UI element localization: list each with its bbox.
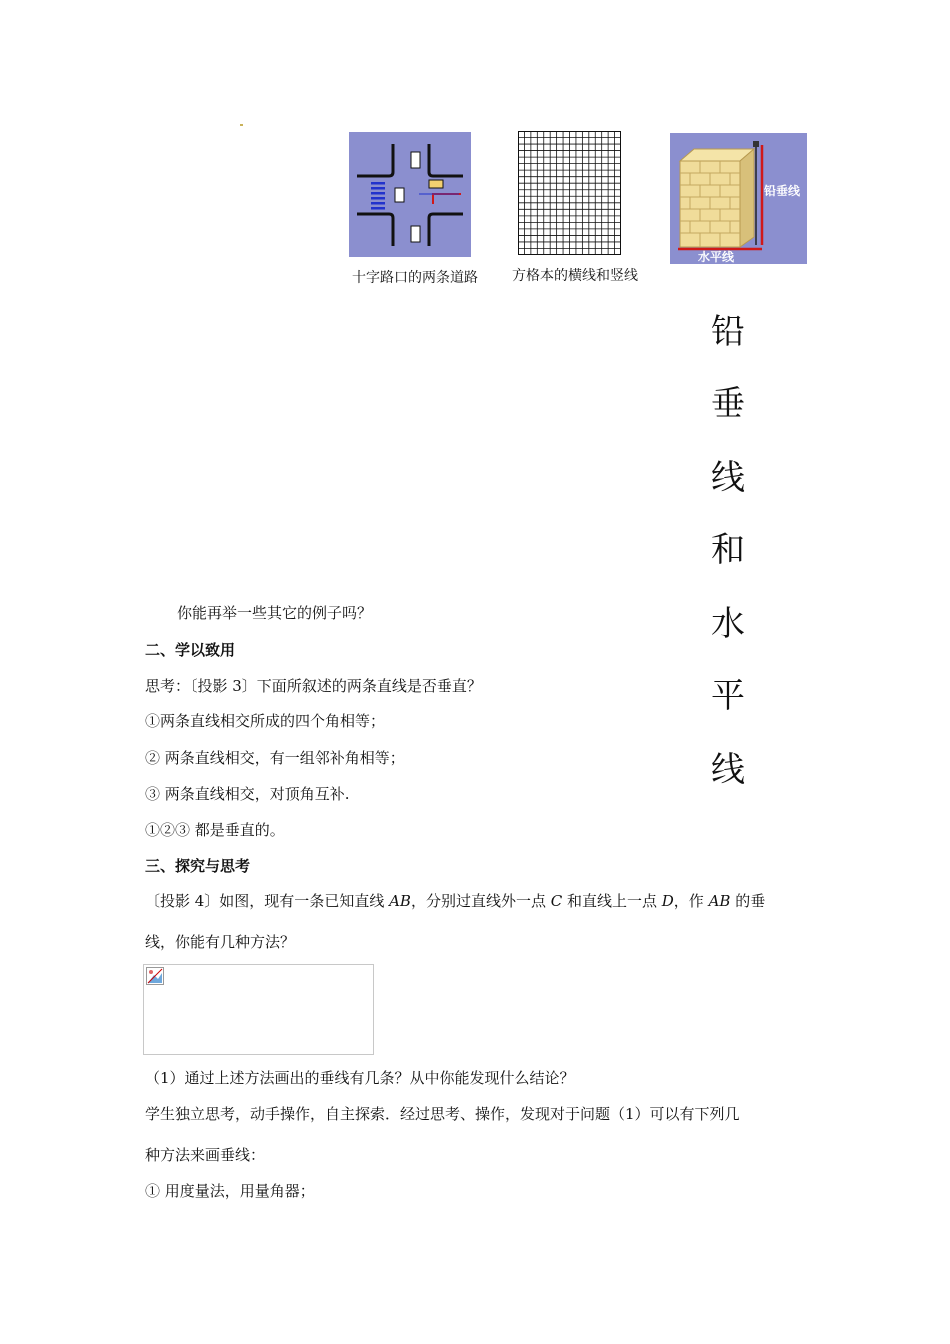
answer: ①②③ 都是垂直的。: [145, 821, 285, 839]
ask-examples: 你能再举一些其它的例子吗？: [177, 604, 373, 622]
think-prompt: 思考：〔投影 3〕下面所叙述的两条直线是否垂直？: [145, 677, 482, 695]
vertical-title-char-1: 铅: [711, 312, 745, 352]
var-ab: AB: [389, 892, 411, 910]
section3-title: 三、探究与思考: [145, 857, 251, 875]
crossroad-image: [349, 132, 471, 257]
var-d: D: [661, 892, 674, 910]
vertical-title-char-4: 和: [711, 530, 745, 570]
section2-title: 二、学以致用: [145, 641, 236, 659]
projection4-line1: [145, 891, 765, 911]
broken-image-icon: [146, 967, 164, 985]
item-1: ①两条直线相交所成的四个角相等；: [145, 712, 386, 730]
vertical-title-char-3: 线: [711, 458, 745, 498]
projection4-text-e: 的垂: [730, 892, 766, 910]
vertical-title-char-5: 水: [711, 604, 745, 644]
stray-mark: [240, 124, 243, 126]
projection4-text-d: ，作: [673, 892, 709, 910]
item-2: ② 两条直线相交，有一组邻补角相等；: [145, 749, 405, 767]
question-1: （1）通过上述方法画出的垂线有几条？从中你能发现什么结论？: [145, 1069, 575, 1087]
method-1: ① 用度量法，用量角器；: [145, 1182, 315, 1200]
plumb-label-horizontal: 水平线: [698, 250, 735, 264]
figure-placeholder: [143, 964, 374, 1055]
student-line-1: 学生独立思考，动手操作，自主探索．经过思考、操作，发现对于问题（1）可以有下列几: [145, 1105, 740, 1123]
vertical-title-char-6: 平: [711, 676, 745, 716]
var-ab-2: AB: [708, 892, 731, 910]
grid-caption: 方格本的横线和竖线: [512, 268, 638, 284]
projection4-text-b: ，分别过直线外一点: [410, 892, 551, 910]
plumb-image: [670, 133, 807, 264]
crossroad-caption: 十字路口的两条道路: [352, 270, 478, 286]
plumb-label-vertical: 铅垂线: [764, 184, 801, 198]
projection4-text-a: 〔投影 4〕如图，现有一条已知直线: [145, 892, 390, 910]
vertical-title-char-7: 线: [711, 750, 745, 790]
item-3: ③ 两条直线相交，对顶角互补.: [145, 785, 350, 803]
grid-image: [518, 131, 621, 255]
projection4-text-c: 和直线上一点: [562, 892, 662, 910]
student-line-2: 种方法来画垂线：: [145, 1146, 266, 1164]
vertical-title-char-2: 垂: [711, 384, 745, 424]
projection4-line2: 线，你能有几种方法？: [145, 933, 296, 951]
var-c: C: [550, 892, 563, 910]
